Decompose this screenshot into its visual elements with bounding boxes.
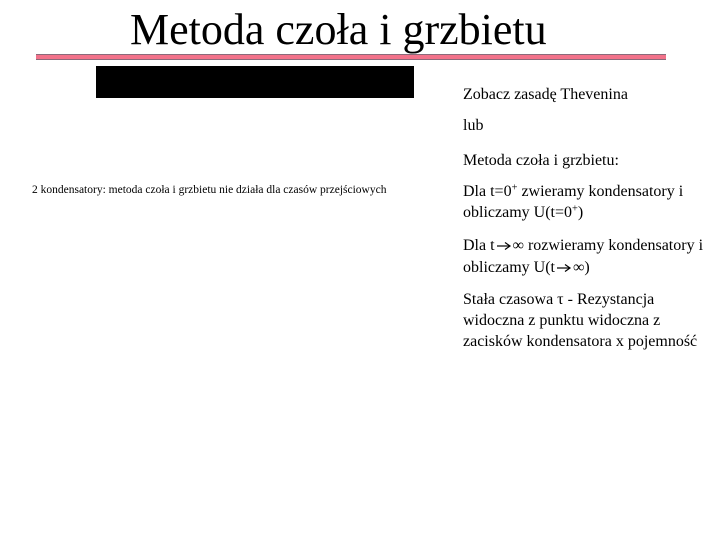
b1-post: ) [577,204,584,221]
b2-mid: ∞ rozwieramy kondensatory i obliczamy U(t [463,237,704,276]
section-heading: Metoda czoła i grzbietu: [463,152,619,169]
bullet-time-constant: Stała czasowa τ - Rezystancja widoczna z punktu widoczna z zacisków kondensatora x pojemność [463,291,698,350]
bullet-open-circuit [463,235,715,279]
text-thevenin: Zobacz zasadę Thevenina [463,86,628,103]
text-or: lub [463,117,484,134]
page-title: Metoda czoła i grzbietu [130,5,547,54]
figure-caption: 2 kondensatory: metoda czoła i grzbietu nie działa dla czasów przejściowych [32,184,387,196]
b1-sup1: + [511,182,518,194]
black-image-box [96,66,414,98]
bullet-short-circuit [463,181,715,223]
right-arrow-icon [496,236,512,257]
right-arrow-icon-2 [556,258,572,279]
b2-post: ∞) [572,258,590,276]
b1-pre: Dla t=0 [463,183,512,200]
b2-pre: Dla t [463,237,495,254]
b1-sup2: + [572,203,578,215]
b1-mid: zwieramy kondensatory i obliczamy U(t=0 [463,183,684,221]
title-divider [36,54,666,60]
